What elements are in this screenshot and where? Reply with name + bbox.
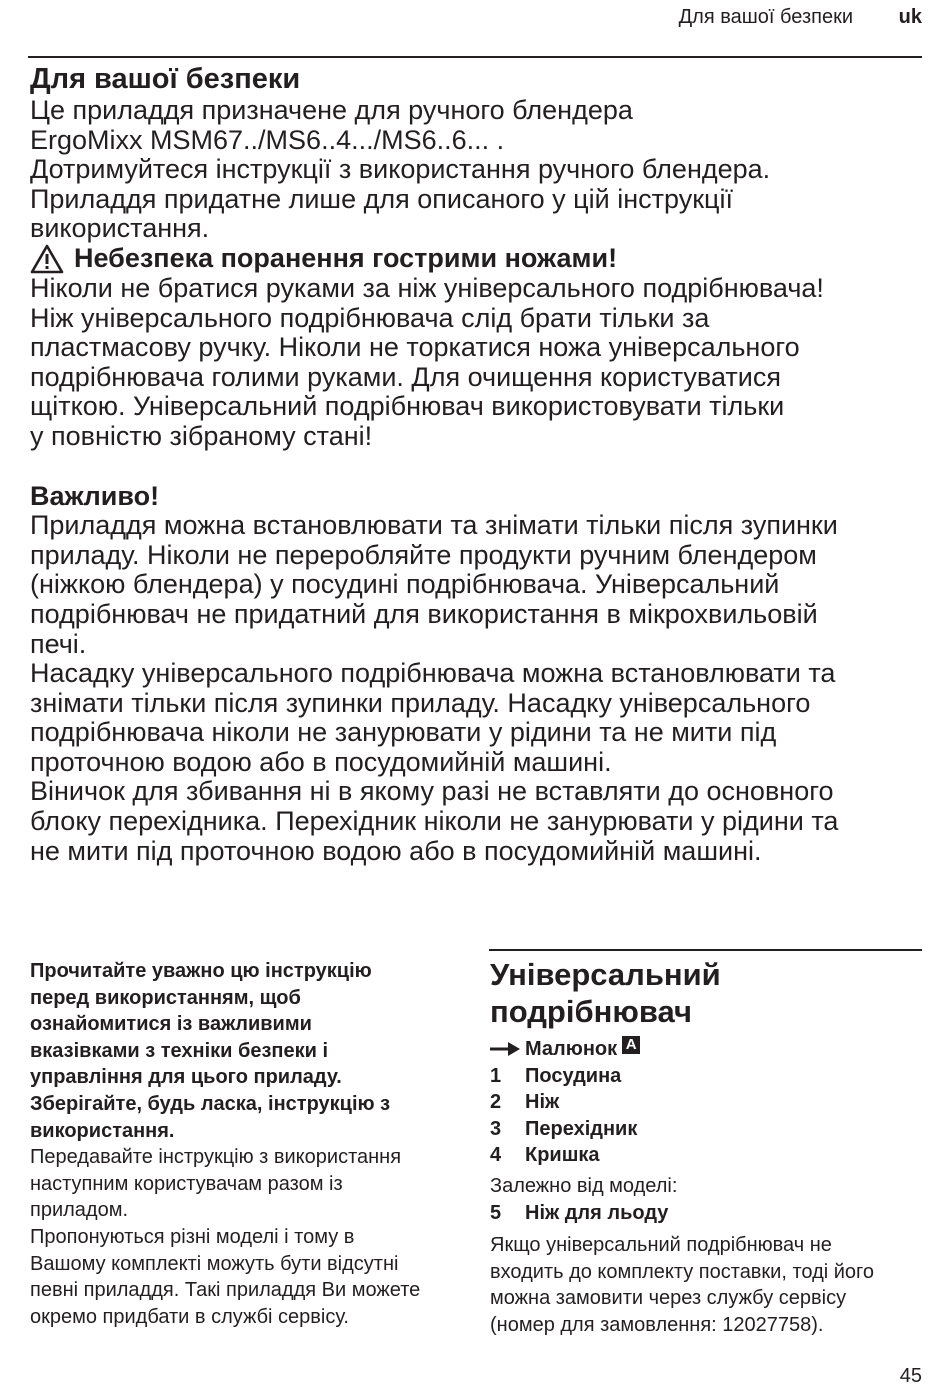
part-number: 2	[490, 1091, 502, 1114]
chopper-section	[490, 956, 922, 1339]
important-line: подрібнювача ніколи не занурювати у рідини та не мити під	[30, 717, 777, 748]
important-line: приладу. Ніколи не переробляйте продукти ручним блендером	[30, 539, 817, 570]
intro-line: ErgoMixx MSM67../MS6..4.../MS6..6... .	[30, 124, 505, 155]
intro-line: Приладдя придатне лише для описаного у цій інструкції	[30, 183, 733, 214]
part-item	[490, 1116, 922, 1143]
part-label: Ніж для льоду	[525, 1201, 669, 1224]
important-line: Приладдя можна встановлювати та знімати тільки після зупинки	[30, 510, 838, 541]
important-line: подрібнювач не придатний для використання в мікрохвильовій	[30, 598, 818, 629]
figure-letter-badge: A	[622, 1036, 640, 1054]
note-line: наступним користувачам разом із	[30, 1172, 343, 1195]
part-item	[490, 1200, 922, 1227]
safety-title: Для вашої безпеки	[30, 63, 301, 95]
note-line: окремо придбати в службі сервісу.	[30, 1305, 349, 1328]
intro-line: Дотримуйтеся інструкції з використання ручного блендера.	[30, 154, 771, 185]
header-title: Для вашої безпеки	[678, 6, 853, 28]
important-line: (ніжкою блендера) у посудині подрібнювача. Універсальний	[30, 569, 780, 600]
chopper-title	[490, 956, 922, 1030]
important-line: Віничок для збивання ні в якому разі не вставляти до основного	[30, 776, 834, 807]
warning-line: Ніколи не братися руками за ніж універсального подрібнювача!	[30, 272, 824, 303]
note-bold-line: управління для цього приладу.	[30, 1066, 342, 1089]
important-line: не мити під проточною водою або в посудомийній машині.	[30, 835, 762, 866]
part-label: Перехідник	[525, 1117, 638, 1140]
important-line: Насадку універсального подрібнювача можна встановлювати та	[30, 658, 836, 689]
section-rule	[489, 949, 922, 951]
important-line: блоку перехідника. Перехідник ніколи не занурювати у рідини та	[30, 806, 839, 837]
warning-line: подрібнювача голими руками. Для очищення користуватися	[30, 361, 781, 392]
part-item	[490, 1142, 922, 1169]
note-line: певні приладдя. Такі приладдя Ви можете	[30, 1279, 421, 1302]
important-title: Важливо!	[30, 480, 160, 511]
safety-section	[30, 62, 922, 866]
warning-line: у повністю зібраному стані!	[30, 420, 373, 451]
warning-heading	[30, 244, 922, 274]
warning-title: Небезпека поранення гострими ножами!	[74, 243, 618, 274]
note-line: Передавайте інструкцію з використання	[30, 1146, 402, 1169]
note-bold-line: перед використанням, щоб	[30, 986, 301, 1009]
important-line: знімати тільки після зупинки приладу. Насадку універсального	[30, 687, 811, 718]
part-number: 3	[490, 1117, 502, 1140]
part-label: Кришка	[525, 1144, 600, 1167]
figure-reference	[490, 1036, 922, 1063]
note-bold-line: використання.	[30, 1119, 175, 1142]
order-line: (номер для замовлення: 12027758).	[490, 1313, 824, 1336]
important-line: печі.	[30, 628, 87, 659]
chopper-title-line: Універсальний	[490, 957, 721, 992]
part-label: Посудина	[525, 1064, 622, 1087]
order-line: Якщо універсальний подрібнювач не	[490, 1234, 832, 1257]
order-note	[490, 1232, 922, 1338]
part-label: Ніж	[525, 1091, 560, 1114]
note-bold-line: вказівками з техніки безпеки і	[30, 1039, 329, 1062]
note-line: Вашому комплекті можуть бути відсутні	[30, 1252, 399, 1275]
warning-line: щіткою. Універсальний подрібнювач використовувати тільки	[30, 391, 785, 422]
intro-line: Це приладдя призначене для ручного блендера	[30, 95, 633, 125]
order-line: можна замовити через службу сервісу	[490, 1287, 847, 1310]
chopper-title-line: подрібнювач	[490, 994, 692, 1029]
model-note: Залежно від моделі:	[490, 1174, 678, 1197]
part-item	[490, 1089, 922, 1116]
warning-line: Ніж універсального подрібнювача слід брати тільки за	[30, 302, 710, 333]
part-number: 1	[490, 1064, 502, 1087]
note-line: приладом.	[30, 1199, 129, 1222]
important-line: проточною водою або в посудомийній машині.	[30, 746, 612, 777]
note-line: Пропонуються різні моделі і тому в	[30, 1225, 355, 1248]
note-bold-line: Зберігайте, будь ласка, інструкцію з	[30, 1092, 391, 1115]
part-item	[490, 1063, 922, 1090]
warning-line: пластмасову ручку. Ніколи не торкатися ножа універсального	[30, 332, 800, 363]
figure-label: Малюнок	[525, 1038, 618, 1060]
spacer	[30, 452, 922, 482]
read-instructions-note	[30, 958, 470, 1330]
note-bold-line: Прочитайте уважно цю інструкцію	[30, 960, 372, 982]
intro-line: використання.	[30, 213, 210, 244]
note-bold-line: ознайомитися із важливими	[30, 1013, 312, 1036]
part-number: 5	[490, 1201, 502, 1224]
header-language: uk	[898, 6, 922, 28]
warning-triangle-icon	[30, 244, 64, 274]
arrow-right-icon	[490, 1036, 525, 1063]
header-rule	[28, 56, 922, 58]
part-number: 4	[490, 1144, 502, 1167]
page-number: 45	[899, 1365, 922, 1387]
order-line: входить до комплекту поставки, тоді його	[490, 1260, 875, 1283]
